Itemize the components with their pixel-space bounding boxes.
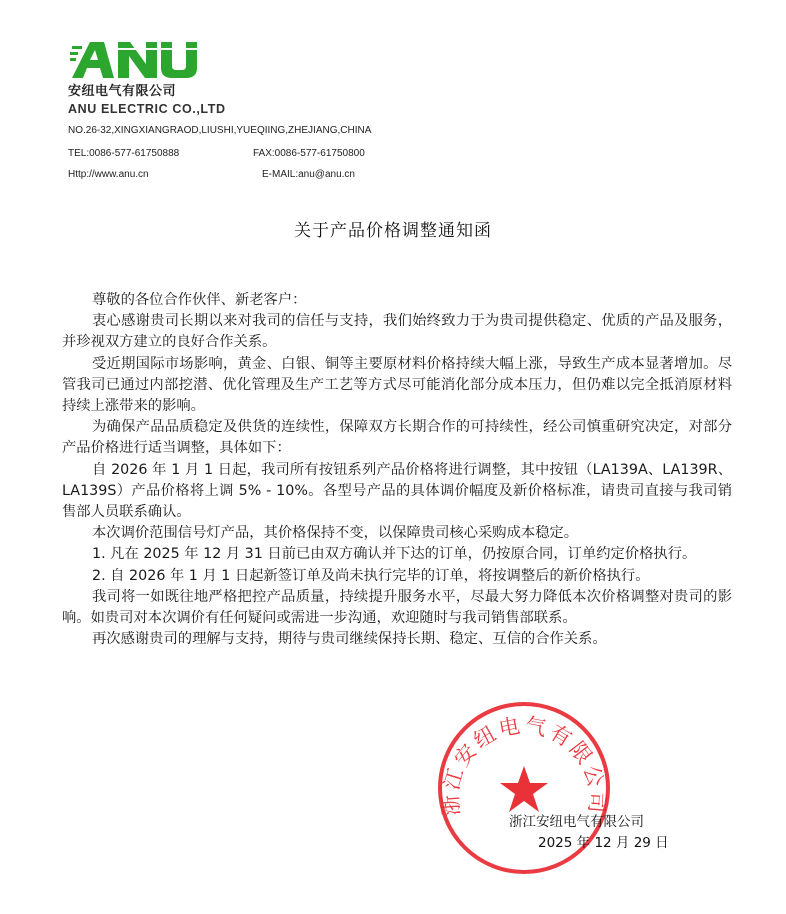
paragraph: 本次调价范围信号灯产品，其价格保持不变，以保障贵司核心采购成本稳定。 xyxy=(92,525,579,542)
paragraph: 自 2026 年 1 月 1 日起，我司所有按钮系列产品价格将进行调整，其中按钮（LA139A、LA139R、LA139S）产品价格将上调 5% - 10%。各型号产品的具体调价幅度及新价格标准，请贵司直接与我司销售部人员联系确认。 xyxy=(62,461,732,521)
paragraph: 再次感谢贵司的理解与支持，期待与贵司继续保持长期、稳定、互信的合作关系。 xyxy=(92,631,607,648)
paragraph: 受近期国际市场影响，黄金、白银、铜等主要原材料价格持续大幅上涨，导致生产成本显著增加。尽管我司已通过内部挖潜、优化管理及生产工艺等方式尽可能消化部分成本压力，但仍难以完全抵消原材料持续上涨带来的影响。 xyxy=(62,355,732,415)
paragraph: 为确保产品品质稳定及供货的连续性，保障双方长期合作的可持续性，经公司慎重研究决定，对部分产品价格进行适当调整，具体如下： xyxy=(62,419,732,457)
document-title: 关于产品价格调整通知函 xyxy=(294,221,492,241)
salutation: 尊敬的各位合作伙伴、新老客户： xyxy=(92,292,307,308)
company-address: NO.26-32,XINGXIANGRAOD,LIUSHI,YUEQIING,ZHEJIANG,CHINA xyxy=(68,125,372,136)
company-name-en: ANU ELECTRIC CO.,LTD xyxy=(68,102,226,116)
letterhead xyxy=(0,0,786,200)
paragraph: 我司将一如既往地严格把控产品质量，持续提升服务水平，尽最大努力降低本次价格调整对贵司的影响。如贵司对本次调价有任何疑问或需进一步沟通，欢迎随时与我司销售部联系。 xyxy=(62,588,732,627)
signature-date: 2025 年 12 月 29 日 xyxy=(538,835,669,851)
company-name-cn: 安纽电气有限公司 xyxy=(68,84,177,99)
email: E-MAIL:anu@anu.cn xyxy=(262,169,355,180)
telephone: TEL:0086-577-61750888 xyxy=(68,148,180,159)
signature-company: 浙江安纽电气有限公司 xyxy=(509,814,644,830)
fax: FAX:0086-577-61750800 xyxy=(253,148,365,159)
anu-logo xyxy=(70,38,198,80)
paragraph: 衷心感谢贵司长期以来对我司的信任与支持，我们始终致力于为贵司提供稳定、优质的产品及服务，并珍视双方建立的良好合作关系。 xyxy=(62,313,732,351)
letter-body xyxy=(62,290,732,650)
website: Http://www.anu.cn xyxy=(68,169,149,180)
paragraph: 2. 自 2026 年 1 月 1 日起新签订单及尚未执行完毕的订单，将按调整后的新价格执行。 xyxy=(92,567,650,584)
svg-text:浙江安纽电气有限公司: 浙江安纽电气有限公司 xyxy=(438,713,610,817)
paragraph: 1. 凡在 2025 年 12 月 31 日前已由双方确认并下达的订单，仍按原合同，订单约定价格执行。 xyxy=(92,546,697,563)
